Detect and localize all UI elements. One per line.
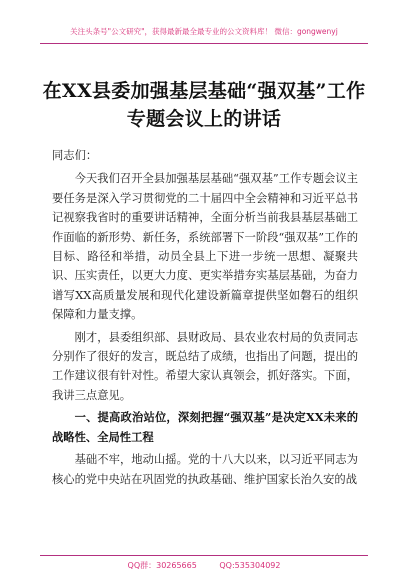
footer-divider	[40, 555, 368, 556]
paragraph-3: 基础不牢，地动山摇。党的十八大以来，以习近平同志为核心的党中央站在巩固党的执政基础、维护国家长治久安的战	[52, 453, 358, 486]
footer-qq-group: QQ群：30265665	[127, 561, 197, 570]
document-title-line2: 专题会议上的讲话	[126, 108, 282, 130]
paragraph-2: 刚才，县委组织部、县财政局、县农业农村局的负责同志分别作了很好的发言，既总结了成绩，也指出了问题，提出的工作建议很有针对性。希望大家认真领会，抓好落实。下面，我讲三点意见。	[52, 330, 358, 402]
document-body	[52, 146, 358, 492]
footer-qq: QQ:535304092	[219, 561, 281, 570]
section-heading-1: 一、提高政治站位，深刻把握“强双基”是决定XX未来的战略性、全局性工程	[52, 410, 358, 444]
document-title-line1: 在XX县委加强基层基础“强双基”工作	[42, 80, 366, 102]
header-divider	[40, 43, 368, 44]
paragraph-1: 今天我们召开全县加强基层基础“强双基”工作专题会议主要任务是深入学习贯彻党的二十届四中全会精神和习近平总书记视察我省时的重要讲话精神，全面分析当前我县基层基础工作面临的新形势、新任务，系统部署下一阶段“强双基”工作的目标、路径和举措，动员全县上下进一步统一思想、凝聚共识、压实责任，以更大力度、更实举措夯实基层基础，为奋力谱写XX高质量发展和现代化建设新篇章提供坚如磐石的组织保障和力量支撑。	[52, 172, 358, 322]
salutation: 同志们：	[52, 149, 98, 162]
footer-contact	[40, 560, 368, 571]
header-banner: 关注头条号"公文研究"，获得最新最全最专业的公文资料库！ 微信：gongwenyj	[70, 27, 338, 36]
